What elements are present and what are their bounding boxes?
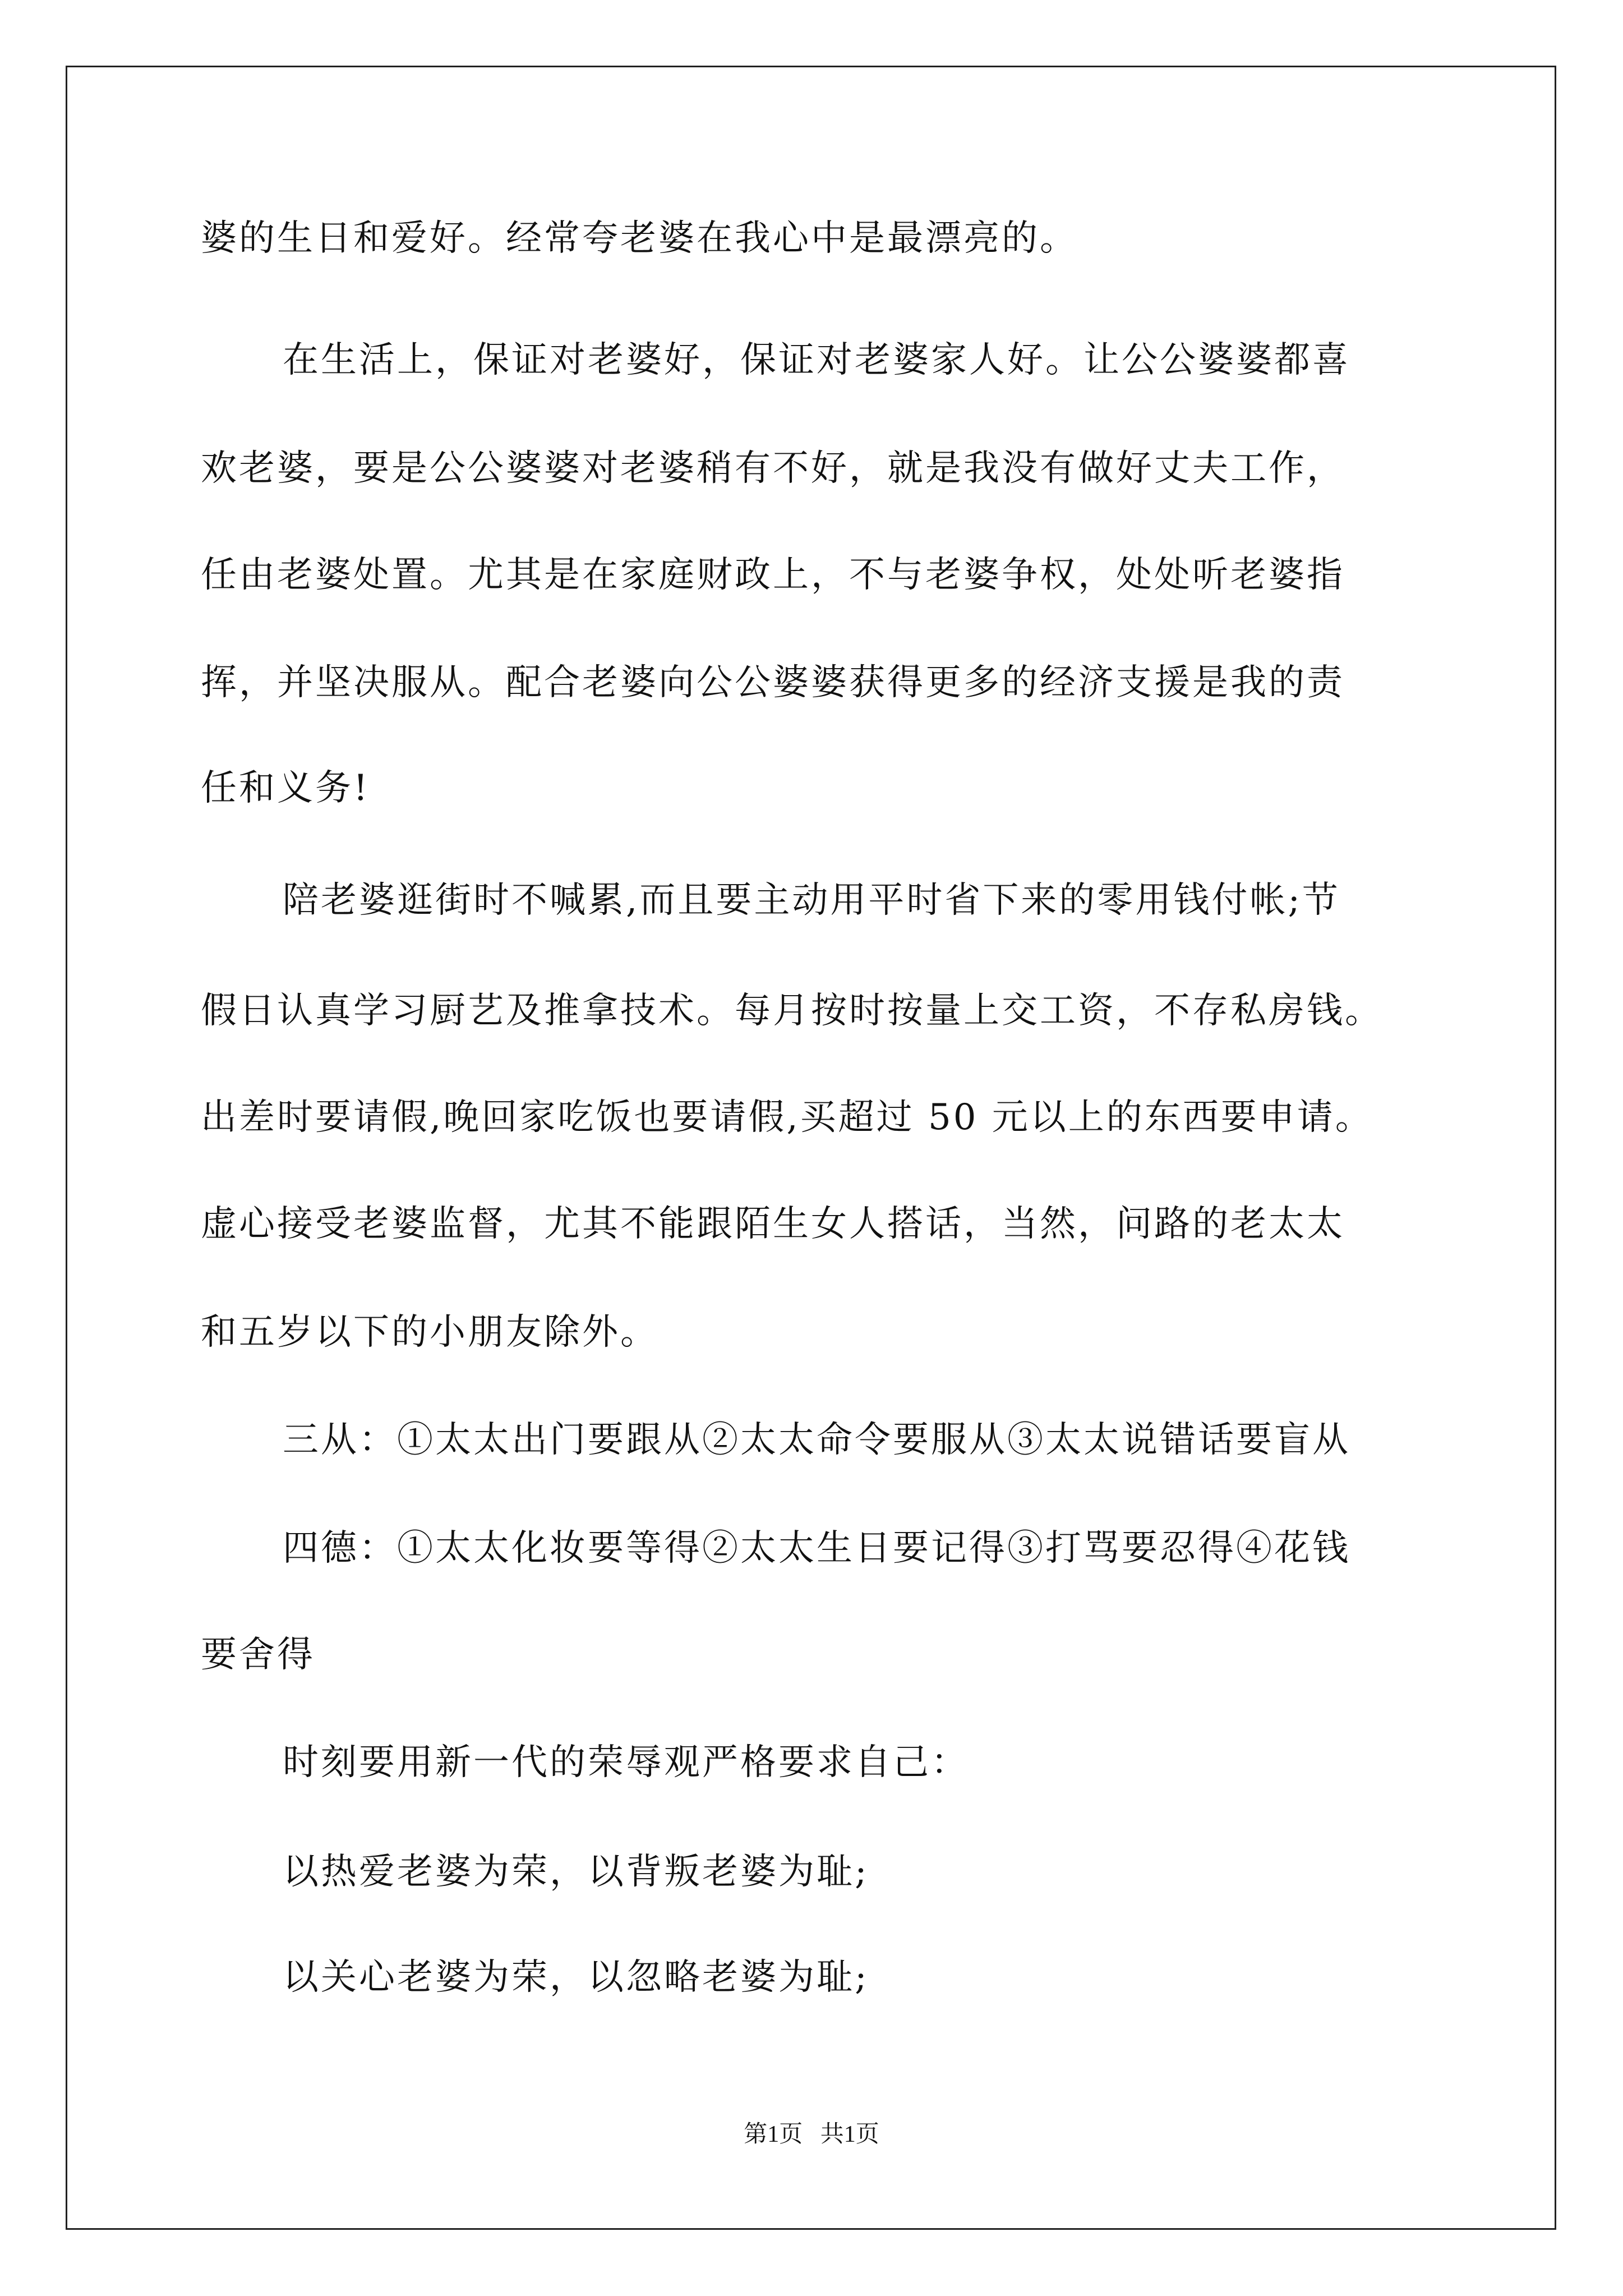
text-line-13: 四德：①太太化妆要等得②太太生日要记得③打骂要忍得④花钱 [283, 1527, 1350, 1569]
text-line-9: 出差时要请假,晚回家吃饭也要请假,买超过 50 元以上的东西要申请。 [201, 1097, 1373, 1138]
page-border [66, 66, 1556, 2230]
text-line-11: 和五岁以下的小朋友除外。 [201, 1312, 658, 1353]
text-line-17: 以关心老婆为荣，以忽略老婆为耻; [283, 1957, 869, 1998]
text-line-2: 在生活上，保证对老婆好，保证对老婆家人好。让公公婆婆都喜 [283, 339, 1350, 381]
text-line-15: 时刻要用新一代的荣辱观严格要求自己： [283, 1742, 969, 1783]
text-line-5: 挥，并坚决服从。配合老婆向公公婆婆获得更多的经济支援是我的责 [201, 662, 1345, 703]
text-line-1: 婆的生日和爱好。经常夸老婆在我心中是最漂亮的。 [201, 218, 1078, 259]
text-line-16: 以热爱老婆为荣，以背叛老婆为耻; [283, 1851, 869, 1893]
text-line-12: 三从：①太太出门要跟从②太太命令要服从③太太说错话要盲从 [283, 1419, 1350, 1461]
text-line-6: 任和义务! [201, 767, 370, 809]
text-line-4: 任由老婆处置。尤其是在家庭财政上，不与老婆争权，处处听老婆指 [201, 554, 1345, 596]
text-line-8: 假日认真学习厨艺及推拿技术。每月按时按量上交工资，不存私房钱。 [201, 990, 1383, 1032]
text-line-3: 欢老婆，要是公公婆婆对老婆稍有不好，就是我没有做好丈夫工作， [201, 448, 1345, 489]
text-line-14: 要舍得 [201, 1634, 315, 1676]
page-footer: 第1页 共1页 [744, 2122, 879, 2147]
text-line-7: 陪老婆逛街时不喊累,而且要主动用平时省下来的零用钱付帐;节 [283, 880, 1340, 921]
text-line-10: 虚心接受老婆监督，尤其不能跟陌生女人搭话，当然，问路的老太太 [201, 1203, 1345, 1245]
